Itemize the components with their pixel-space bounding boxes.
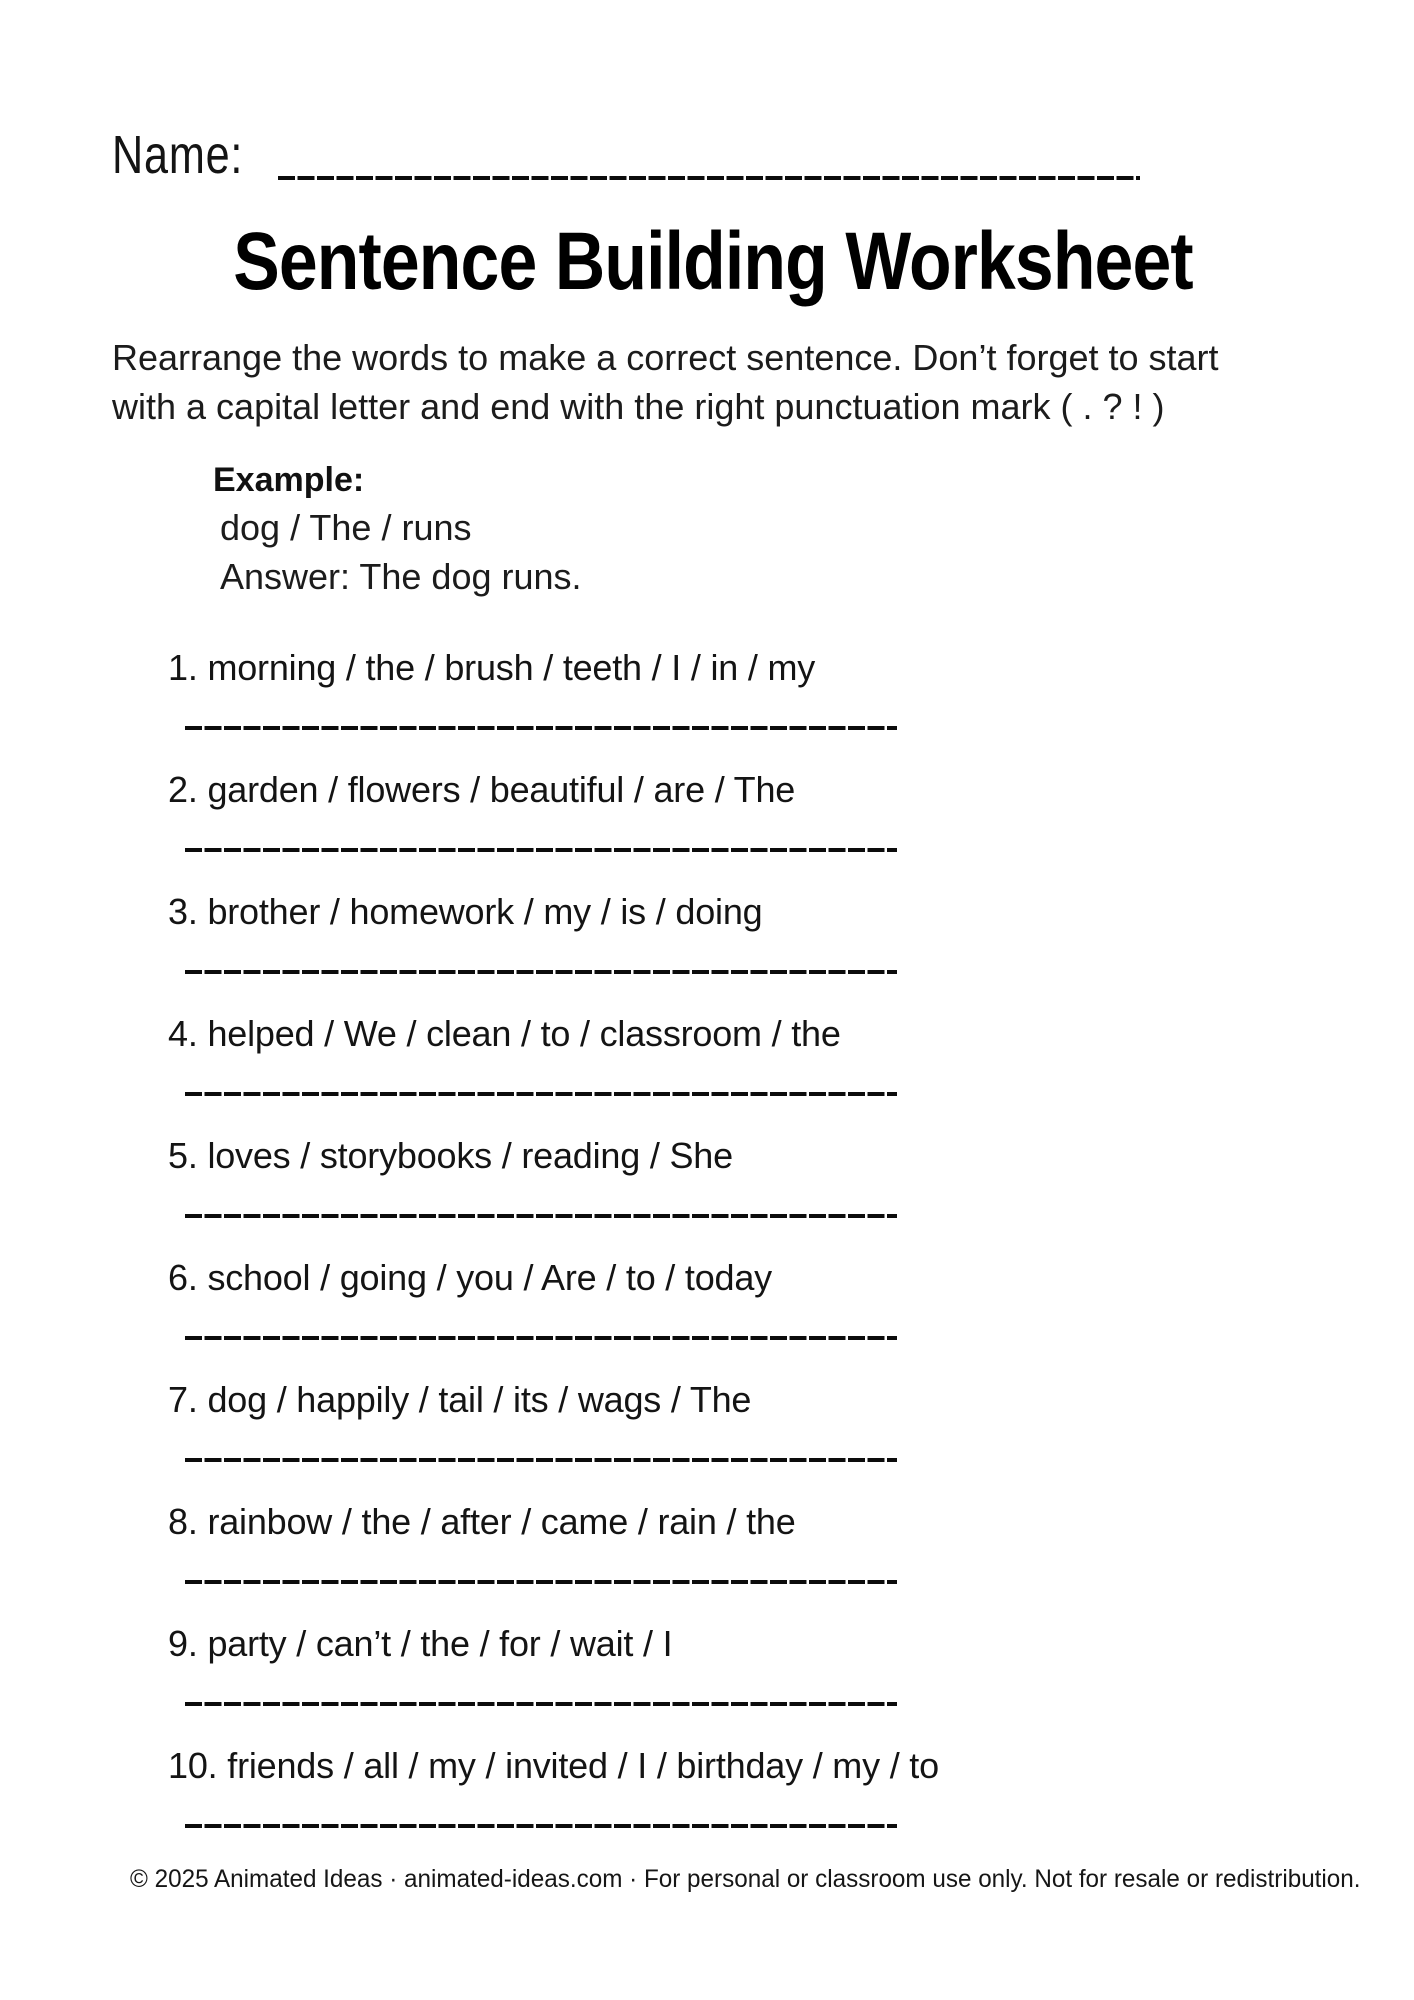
worksheet-item <box>168 1377 1314 1462</box>
answer-blank-line <box>185 1824 897 1828</box>
worksheet-item <box>168 1743 1314 1828</box>
item-question <box>168 1743 1314 1788</box>
item-number: 3. <box>168 891 198 933</box>
answer-blank-line <box>185 1702 897 1706</box>
item-scrambled-words: brother / homework / my / is / doing <box>207 891 763 933</box>
answer-blank-line <box>185 1092 897 1096</box>
instructions-line-1: Rearrange the words to make a correct sentence. Don’t forget to start <box>112 337 1219 379</box>
worksheet-item <box>168 645 1314 730</box>
item-question <box>168 1011 1314 1056</box>
worksheet-item <box>168 889 1314 974</box>
page-title: Sentence Building Worksheet <box>233 216 1193 308</box>
item-scrambled-words: dog / happily / tail / its / wags / The <box>207 1379 752 1421</box>
worksheet-item <box>168 1499 1314 1584</box>
worksheet-item <box>168 1255 1314 1340</box>
copyright-footer: © 2025 Animated Ideas · animated-ideas.com · For personal or classroom use only. Not for resale or redistribution. <box>130 1865 1361 1894</box>
example-answer: Answer: The dog runs. <box>220 556 582 598</box>
worksheet-item <box>168 1621 1314 1706</box>
item-question <box>168 1499 1314 1544</box>
answer-blank-line <box>185 726 897 730</box>
name-blank-line <box>278 176 1140 180</box>
example-block <box>213 457 1314 601</box>
item-number: 7. <box>168 1379 198 1421</box>
item-scrambled-words: garden / flowers / beautiful / are / The <box>207 769 796 811</box>
items-list <box>112 645 1314 1828</box>
name-row <box>112 0 1314 185</box>
item-number: 1. <box>168 647 198 689</box>
item-scrambled-words: morning / the / brush / teeth / I / in / my <box>207 647 816 689</box>
item-scrambled-words: party / can’t / the / for / wait / I <box>207 1623 673 1665</box>
item-number: 2. <box>168 769 198 811</box>
example-heading: Example: <box>213 461 365 500</box>
item-question <box>168 1377 1314 1422</box>
worksheet-item <box>168 1011 1314 1096</box>
item-question <box>168 1255 1314 1300</box>
item-scrambled-words: friends / all / my / invited / I / birthday / my / to <box>227 1745 939 1787</box>
instructions-line-2: with a capital letter and end with the right punctuation mark ( . ? ! ) <box>112 386 1165 428</box>
item-number: 9. <box>168 1623 198 1665</box>
worksheet-item <box>168 767 1314 852</box>
answer-blank-line <box>185 1336 897 1340</box>
item-question <box>168 767 1314 812</box>
item-number: 5. <box>168 1135 198 1177</box>
worksheet-item <box>168 1133 1314 1218</box>
example-scrambled-words: dog / The / runs <box>220 507 472 549</box>
answer-blank-line <box>185 1458 897 1462</box>
item-scrambled-words: loves / storybooks / reading / She <box>207 1135 733 1177</box>
item-scrambled-words: school / going / you / Are / to / today <box>207 1257 772 1299</box>
item-question <box>168 1621 1314 1666</box>
item-number: 10. <box>168 1745 218 1787</box>
answer-blank-line <box>185 848 897 852</box>
answer-blank-line <box>185 1580 897 1584</box>
answer-blank-line <box>185 1214 897 1218</box>
item-number: 4. <box>168 1013 198 1055</box>
item-number: 6. <box>168 1257 198 1299</box>
instructions <box>112 333 1314 431</box>
item-scrambled-words: helped / We / clean / to / classroom / the <box>207 1013 841 1055</box>
answer-blank-line <box>185 970 897 974</box>
item-question <box>168 1133 1314 1178</box>
item-question <box>168 645 1314 690</box>
item-question <box>168 889 1314 934</box>
item-scrambled-words: rainbow / the / after / came / rain / the <box>207 1501 796 1543</box>
item-number: 8. <box>168 1501 198 1543</box>
name-label: Name: <box>112 125 244 185</box>
